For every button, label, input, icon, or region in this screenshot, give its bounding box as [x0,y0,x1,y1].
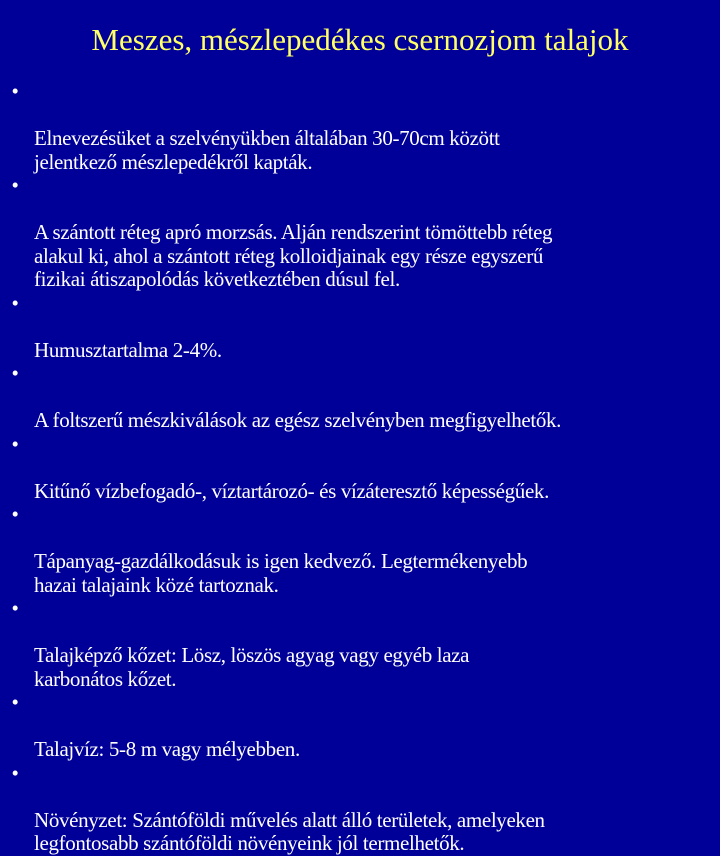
bullet-marker: • [11,173,19,197]
bullet-list [0,80,720,856]
bullet-marker: • [11,431,19,456]
bullet-text: Növényzet: Szántóföldi művelés alatt álló területek, amelyeken legfontosabb szántóföldi növényeink jól termelhetők. [34,807,545,855]
bullet-item-vegetation [0,762,720,856]
bullet-item-humus-content [0,292,720,363]
bullet-marker: • [11,596,19,620]
bullet-marker: • [11,760,19,785]
bullet-item-nutrient-management [0,503,720,597]
slide-title: Meszes, mészlepedékes csernozjom talajok [91,22,629,57]
bullet-marker: • [11,690,19,714]
bullet-item-parent-rock [0,597,720,691]
bullet-text: A szántott réteg apró morzsás. Alján rendszerint tömöttebb réteg alakul ki, ahol a szántott réteg kolloidjainak egy része egyszerű fizikai átiszapolódás következtében dúsul fel. [34,220,553,291]
bullet-text: Tápanyag-gazdálkodásuk is igen kedvező. Legtermékenyebb hazai talajaink közé tartoznak. [34,549,528,597]
bullet-text: Humusztartalma 2-4%. [34,337,222,362]
bullet-marker: • [11,502,19,526]
bullet-item-groundwater [0,691,720,762]
bullet-item-plowed-layer [0,174,720,292]
bullet-marker: • [11,361,19,385]
bullet-text: Kitűnő vízbefogadó-, víztartározó- és vízáteresztő képességűek. [34,478,549,503]
bullet-text: Elnevezésüket a szelvényükben általában 30-70cm között jelentkező mészlepedékről kapták. [34,126,500,174]
bullet-text: A foltszerű mészkiválások az egész szelvényben megfigyelhetők. [34,408,562,432]
bullet-text: Talajképző kőzet: Lösz, löszös agyag vagy egyéb laza karbonátos kőzet. [34,643,470,691]
bullet-marker: • [11,290,19,315]
bullet-marker: • [11,79,19,103]
bullet-item-water-capacity [0,433,720,504]
bullet-item-lime-deposits [0,362,720,433]
bullet-text: Talajvíz: 5-8 m vagy mélyebben. [34,737,300,761]
bullet-item-name-origin [0,80,720,174]
